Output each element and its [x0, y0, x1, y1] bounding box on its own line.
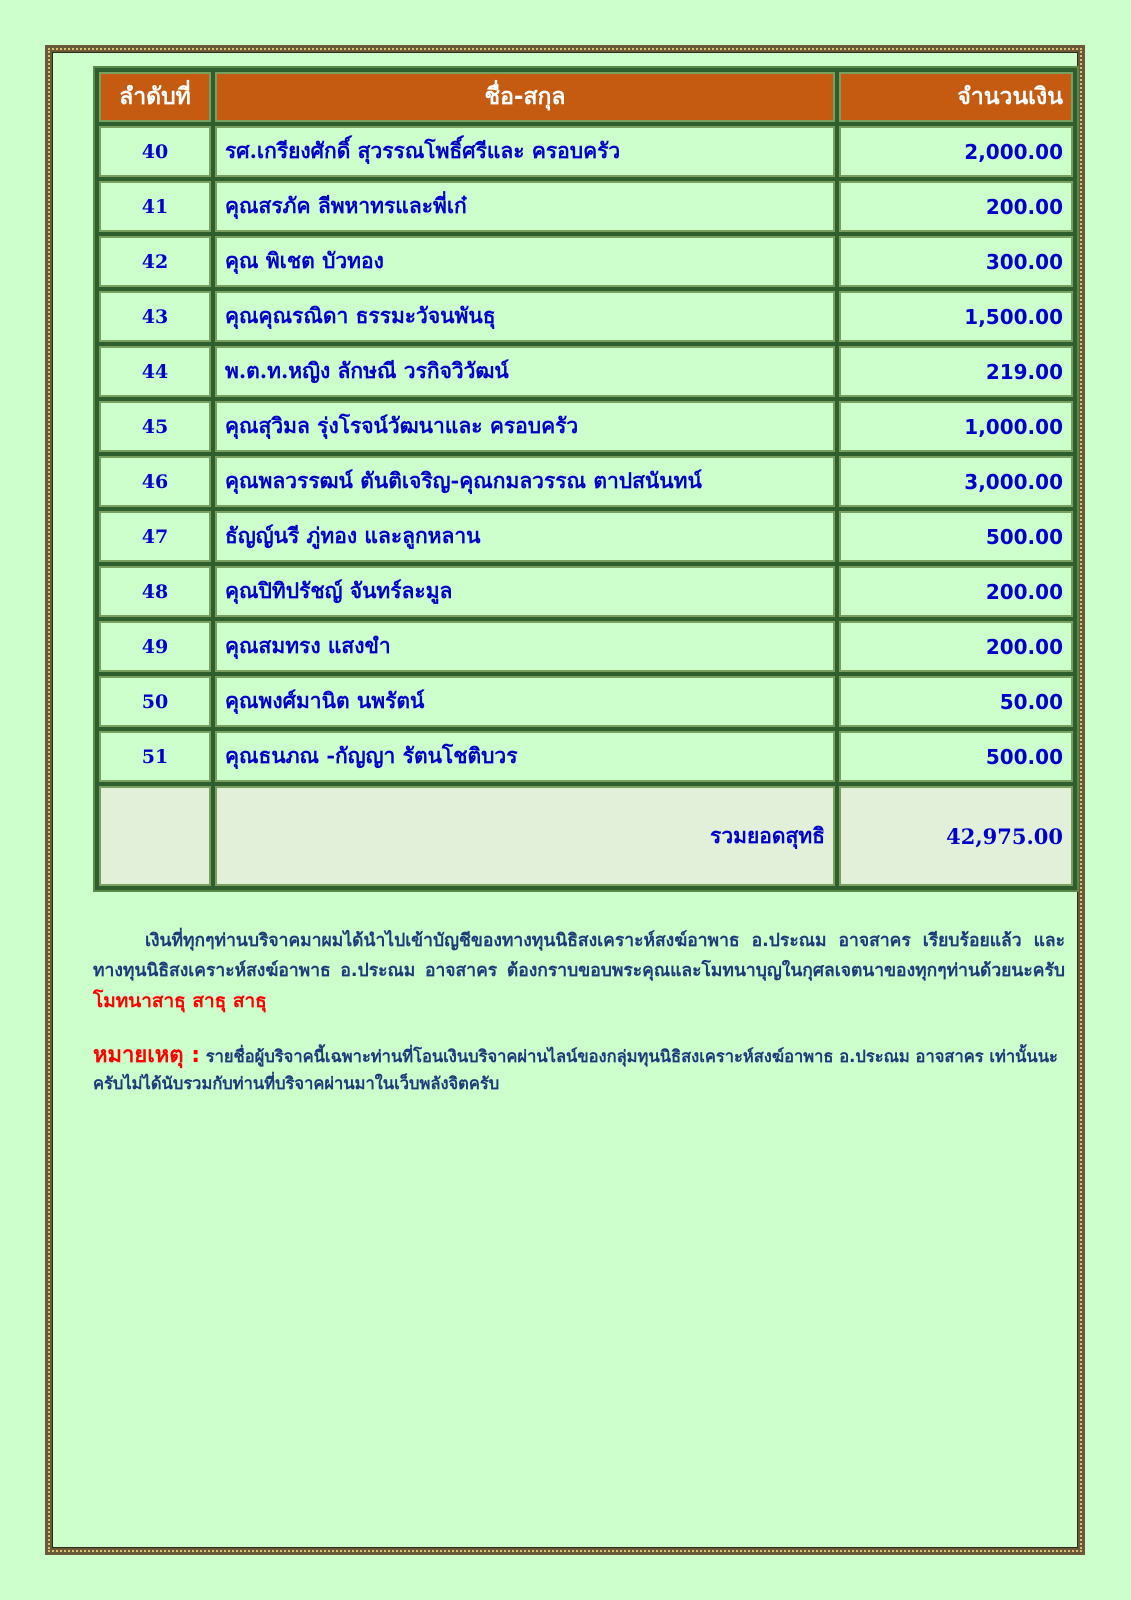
donor-name: คุณ พิเชต บัวทอง — [215, 236, 835, 287]
table-row — [99, 456, 1073, 507]
table-row — [99, 676, 1073, 727]
donation-amount: 219.00 — [839, 346, 1073, 397]
table-row — [99, 401, 1073, 452]
row-number: 48 — [99, 566, 211, 617]
row-number: 44 — [99, 346, 211, 397]
header-name: ชื่อ-สกุล — [215, 72, 835, 122]
table-row — [99, 621, 1073, 672]
donor-name: คุณปิทิปรัชญ์ จันทร์ละมูล — [215, 566, 835, 617]
row-number: 49 — [99, 621, 211, 672]
row-number: 43 — [99, 291, 211, 342]
header-amount: จำนวนเงิน — [839, 72, 1073, 122]
remark-label: หมายเหตุ : — [93, 1043, 201, 1068]
total-label: รวมยอดสุทธิ — [215, 786, 835, 886]
donation-amount: 300.00 — [839, 236, 1073, 287]
donor-name: คุณสรภัค ลีพหาทรและพี่เก๋ — [215, 181, 835, 232]
donation-amount: 1,000.00 — [839, 401, 1073, 452]
row-number: 40 — [99, 126, 211, 177]
thanks-paragraph — [93, 926, 1065, 1017]
donation-amount: 3,000.00 — [839, 456, 1073, 507]
row-number: 51 — [99, 731, 211, 782]
table-row — [99, 181, 1073, 232]
thanks-text: เงินที่ทุกๆท่านบริจาคมาผมได้นำไปเข้าบัญชีของทางทุนนิธิสงเคราะห์สงฆ์อาพาธ อ.ประณม อาจสาคร เรียบร้อยแล้ว และทางทุนนิธิสงเคราะห์สงฆ์อาพาธ อ.ประณม อาจสาคร ต้องกราบขอบพระคุณและโมทนาบุญในกุศลเจตนาของทุกๆท่านด้วยนะครับ — [93, 931, 1065, 981]
table-row — [99, 291, 1073, 342]
donor-name: คุณคุณรณิดา ธรรมะวัจนพันธุ — [215, 291, 835, 342]
donor-name: คุณสุวิมล รุ่งโรจน์วัฒนาและ ครอบครัว — [215, 401, 835, 452]
row-number: 46 — [99, 456, 211, 507]
donation-amount: 50.00 — [839, 676, 1073, 727]
total-row — [99, 786, 1073, 886]
donation-amount: 1,500.00 — [839, 291, 1073, 342]
row-number: 47 — [99, 511, 211, 562]
table-header-row — [99, 72, 1073, 122]
row-number: 41 — [99, 181, 211, 232]
donation-amount: 2,000.00 — [839, 126, 1073, 177]
thanks-highlight: โมทนาสาธุ สาธุ สาธุ — [93, 990, 267, 1012]
table-row — [99, 731, 1073, 782]
row-number: 45 — [99, 401, 211, 452]
table-row — [99, 126, 1073, 177]
donor-rows — [99, 126, 1073, 782]
donor-name: คุณธนภณ -กัญญา รัตนโชติบวร — [215, 731, 835, 782]
donor-name: พ.ต.ท.หญิง ลักษณี วรกิจวิวัฒน์ — [215, 346, 835, 397]
remark-text: รายชื่อผู้บริจาคนี้เฉพาะท่านที่โอนเงินบริจาคผ่านไลน์ของกลุ่มทุนนิธิสงเคราะห์สงฆ์อาพาธ อ.ประณม อาจสาคร เท่านั้นนะครับไม่ได้นับรวมกับท่านที่บริจาคผ่านมาในเว็บพลังจิตครับ — [93, 1047, 1058, 1093]
donation-amount: 500.00 — [839, 511, 1073, 562]
donation-amount: 200.00 — [839, 566, 1073, 617]
row-number: 50 — [99, 676, 211, 727]
donor-name: ธัญญ์นรี ภู่ทอง และลูกหลาน — [215, 511, 835, 562]
table-row — [99, 511, 1073, 562]
donor-table — [93, 66, 1079, 892]
donation-amount: 200.00 — [839, 621, 1073, 672]
header-num: ลำดับที่ — [99, 72, 211, 122]
total-value: 42,975.00 — [839, 786, 1073, 886]
total-empty-cell — [99, 786, 211, 886]
donor-name: คุณพลวรรฒน์ ตันติเจริญ-คุณกมลวรรณ ตาปสนันทน์ — [215, 456, 835, 507]
donation-amount: 200.00 — [839, 181, 1073, 232]
table-row — [99, 236, 1073, 287]
donor-name: คุณพงศ์มานิต นพรัตน์ — [215, 676, 835, 727]
donor-name: รศ.เกรียงศักดิ์ สุวรรณโพธิ์ศรีและ ครอบครัว — [215, 126, 835, 177]
donation-amount: 500.00 — [839, 731, 1073, 782]
donor-name: คุณสมทรง แสงขำ — [215, 621, 835, 672]
row-number: 42 — [99, 236, 211, 287]
table-row — [99, 566, 1073, 617]
table-row — [99, 346, 1073, 397]
remark-paragraph — [93, 1042, 1065, 1097]
